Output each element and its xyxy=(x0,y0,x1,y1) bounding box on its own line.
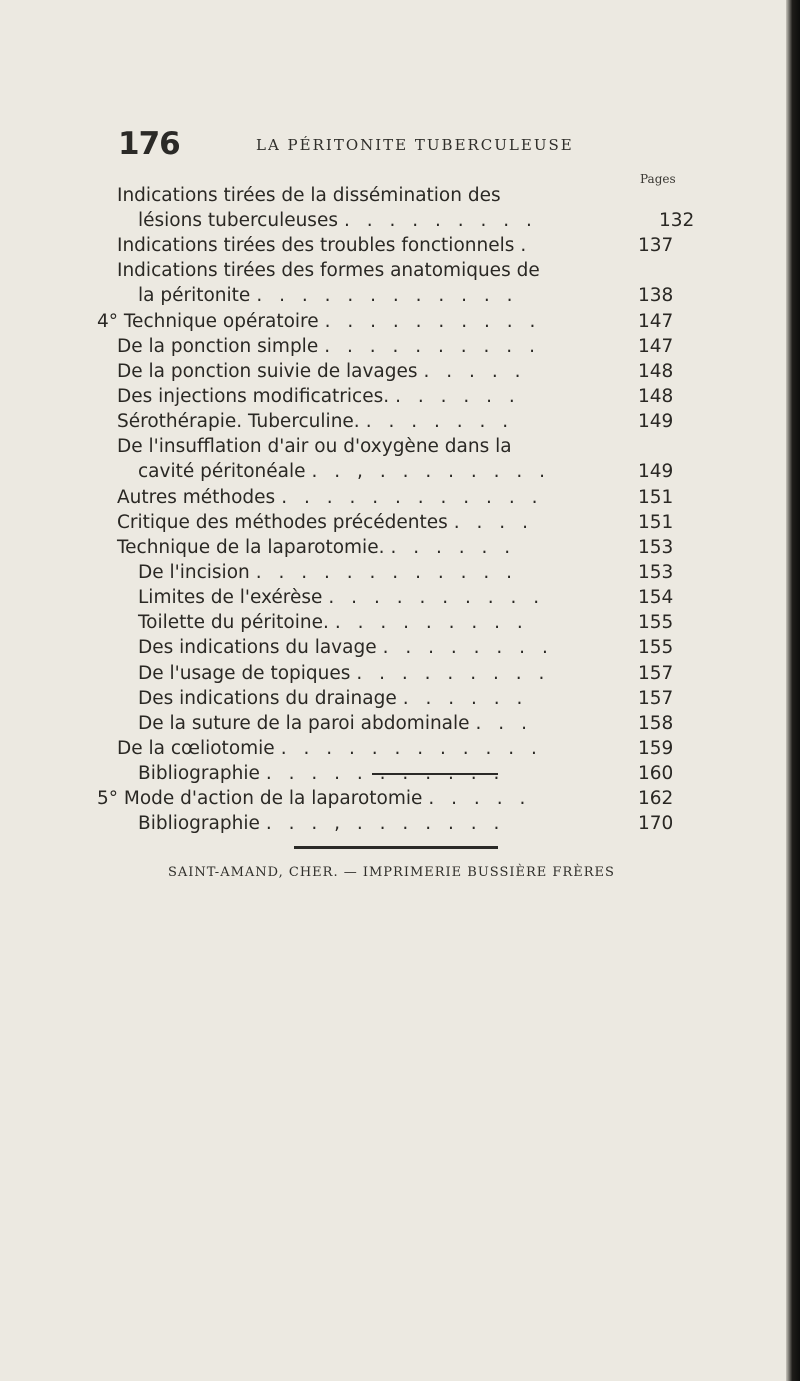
toc-entry-title: Autres méthodes xyxy=(117,487,276,508)
toc-entry-title: 5° Mode d'action de la laparotomie xyxy=(97,788,423,809)
toc-entry-title: De la ponction suivie de lavages xyxy=(117,361,418,382)
toc-entry xyxy=(117,257,546,285)
toc-entry xyxy=(117,433,518,461)
toc-entry-title: Indications tirées des formes anatomiques de xyxy=(117,260,540,281)
toc-leader-dots: . xyxy=(520,235,532,256)
toc-page-number: 157 xyxy=(638,688,674,709)
toc-leader-dots: . . . . . xyxy=(423,361,526,382)
toc-entry xyxy=(117,534,674,562)
toc-entry xyxy=(138,710,674,738)
toc-entry-title: Limites de l'exérèse xyxy=(138,587,323,608)
toc-entry xyxy=(138,207,695,235)
toc-entry xyxy=(117,408,674,436)
toc-entry xyxy=(138,458,674,486)
toc-entry-title: cavité péritonéale xyxy=(138,461,306,482)
toc-entry xyxy=(117,182,507,210)
toc-entry xyxy=(138,634,674,662)
toc-entry-title: Bibliographie xyxy=(138,763,260,784)
toc-leader-dots: . . . . . . . . . . . . xyxy=(280,738,543,759)
toc-entry xyxy=(117,509,674,537)
toc-entry-title: De l'insufflation d'air ou d'oxygène dans la xyxy=(117,436,512,457)
toc-page-number: 153 xyxy=(638,562,674,583)
toc-entry xyxy=(117,232,674,260)
book-spine-edge xyxy=(786,0,800,1381)
toc-entry-title: lésions tuberculeuses xyxy=(138,210,338,231)
toc-entry xyxy=(138,609,674,637)
toc-entry-title: Des indications du drainage xyxy=(138,688,397,709)
toc-leader-dots: . . . xyxy=(475,713,533,734)
toc-page-number: 137 xyxy=(638,235,674,256)
toc-leader-dots: . . . . . xyxy=(428,788,531,809)
toc-page-number: 149 xyxy=(638,461,674,482)
toc-entry-title: De l'incision xyxy=(138,562,250,583)
toc-page-number: 153 xyxy=(638,537,674,558)
toc-entry-title: Toilette du péritoine. xyxy=(138,612,329,633)
toc-page-number: 132 xyxy=(659,210,695,231)
page-header xyxy=(118,126,638,166)
toc-entry xyxy=(117,735,674,763)
toc-entry xyxy=(138,660,674,688)
toc-leader-dots: . . . . . . . . . . xyxy=(324,311,541,332)
toc-leader-dots: . . . . . . . . xyxy=(382,637,554,658)
toc-leader-dots: . . . . . . . . . . xyxy=(324,336,541,357)
toc-page-number: 151 xyxy=(638,487,674,508)
toc-page-number: 155 xyxy=(638,612,674,633)
toc-entry xyxy=(117,358,674,386)
toc-leader-dots: . . . . . . . . . xyxy=(334,612,529,633)
toc-entry-title: Indications tirées des troubles fonctionnels xyxy=(117,235,515,256)
toc-leader-dots: . . . . . . . . . xyxy=(343,210,538,231)
page-number: 176 xyxy=(118,126,180,162)
toc-page-number: 155 xyxy=(638,637,674,658)
toc-leader-dots: . . . , . . . . . . . xyxy=(265,813,505,834)
toc-leader-dots: . . . . . . xyxy=(390,537,516,558)
toc-page-number: 147 xyxy=(638,311,674,332)
toc-leader-dots: . . , . . . . . . . . xyxy=(311,461,551,482)
toc-leader-dots: . . . . . . xyxy=(402,688,528,709)
toc-entry xyxy=(138,282,674,310)
toc-leader-dots: . . . . . . . . . xyxy=(356,663,550,684)
toc-leader-dots: . . . . . . . xyxy=(365,411,514,432)
toc-page-number: 170 xyxy=(638,813,674,834)
toc-entry-title: De la ponction simple xyxy=(117,336,319,357)
toc-page-number: 160 xyxy=(638,763,674,784)
toc-page-number: 149 xyxy=(638,411,674,432)
toc-page-number: 157 xyxy=(638,663,674,684)
toc-entry-title: Bibliographie xyxy=(138,813,260,834)
toc-entry xyxy=(97,308,674,336)
toc-page-number: 148 xyxy=(638,361,674,382)
toc-page-number: 148 xyxy=(638,386,674,407)
running-title: LA PÉRITONITE TUBERCULEUSE xyxy=(256,136,574,154)
toc-leader-dots: . . . . . . . . . . . xyxy=(265,763,505,784)
toc-page-number: 147 xyxy=(638,336,674,357)
toc-entry xyxy=(138,810,674,838)
toc-entry-title: 4° Technique opératoire xyxy=(97,311,319,332)
toc-entry xyxy=(97,785,674,813)
toc-entry-title: Des indications du lavage xyxy=(138,637,377,658)
toc-leader-dots: . . . . . . . . . . . . xyxy=(255,562,518,583)
toc-entry-title: la péritonite xyxy=(138,285,251,306)
toc-leader-dots: . . . . . . . . . . xyxy=(328,587,545,608)
toc-entry-title: De la cœliotomie xyxy=(117,738,275,759)
end-rule xyxy=(372,773,498,775)
toc-entry-title: Indications tirées de la dissémination des xyxy=(117,185,501,206)
toc-page-number: 158 xyxy=(638,713,674,734)
toc-leader-dots: . . . . . . . . . . . . xyxy=(256,285,519,306)
pages-column-label: Pages xyxy=(640,172,676,186)
toc-entry-title: Technique de la laparotomie. xyxy=(117,537,385,558)
toc-entry xyxy=(117,383,674,411)
toc-page-number: 159 xyxy=(638,738,674,759)
toc-leader-dots: . . . . xyxy=(453,512,534,533)
toc-page-number: 151 xyxy=(638,512,674,533)
printer-imprint: SAINT-AMAND, CHER. — IMPRIMERIE BUSSIÈRE FRÈRES xyxy=(168,865,615,880)
toc-leader-dots: . . . . . . . . . . . . xyxy=(281,487,543,508)
toc-entry xyxy=(117,484,674,512)
toc-leader-dots: . . . . . . xyxy=(395,386,521,407)
imprint-rule xyxy=(294,846,498,849)
toc-entry-title: Critique des méthodes précédentes xyxy=(117,512,448,533)
toc-page-number: 154 xyxy=(638,587,674,608)
toc-entry-title: Sérothérapie. Tuberculine. xyxy=(117,411,360,432)
toc-page-number: 162 xyxy=(638,788,674,809)
toc-entry xyxy=(138,559,674,587)
toc-entry xyxy=(138,685,674,713)
toc-entry xyxy=(117,333,674,361)
toc-entry-title: Des injections modificatrices. xyxy=(117,386,390,407)
toc-entry xyxy=(138,584,674,612)
toc-entry-title: De la suture de la paroi abdominale xyxy=(138,713,470,734)
toc-entry-title: De l'usage de topiques xyxy=(138,663,351,684)
toc-page-number: 138 xyxy=(638,285,674,306)
